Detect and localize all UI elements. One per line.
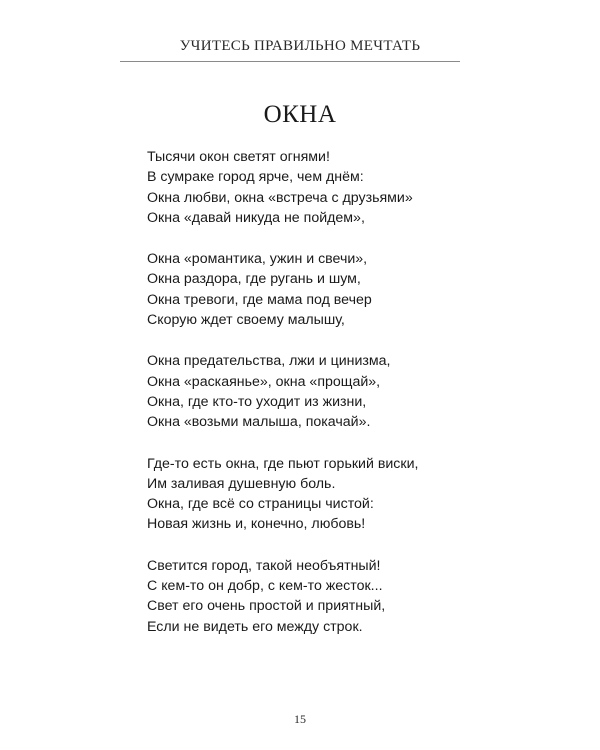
poem-line: Окна «давай никуда не пойдем»,	[147, 209, 365, 226]
poem-line: Окна, где кто-то уходит из жизни,	[147, 393, 367, 410]
poem-line: Скорую ждет своему малышу,	[147, 312, 345, 329]
poem-body	[147, 147, 467, 658]
header-rule	[120, 61, 460, 62]
running-head: УЧИТЕСЬ ПРАВИЛЬНО МЕЧТАТЬ	[179, 38, 421, 54]
poem-title: ОКНА	[263, 101, 337, 128]
poem-line: В сумраке город ярче, чем днём:	[147, 169, 364, 186]
poem-line: Окна, где всё со страницы чистой:	[147, 496, 374, 513]
poem-line: Окна «романтика, ужин и свечи»,	[147, 251, 368, 268]
poem-line: Где-то есть окна, где пьют горький виски,	[147, 455, 419, 472]
stanza-1	[147, 147, 467, 228]
stanza-4	[147, 454, 467, 535]
stanza-2	[147, 249, 467, 330]
poem-line: Если не видеть его между строк.	[147, 618, 363, 635]
poem-line: Окна «возьми малыша, покачай».	[147, 414, 371, 431]
poem-line: Окна «раскаянье», окна «прощай»,	[147, 373, 381, 390]
poem-line: Им заливая душевную боль.	[147, 475, 336, 492]
poem-line: С кем-то он добр, с кем-то жесток...	[147, 578, 383, 595]
poem-line: Окна тревоги, где мама под вечер	[147, 291, 372, 308]
stanza-5	[147, 556, 467, 637]
poem-line: Окна предательства, лжи и цинизма,	[147, 353, 391, 370]
poem-line: Окна раздора, где ругань и шум,	[147, 271, 361, 288]
stanza-3	[147, 351, 467, 432]
poem-line: Окна любви, окна «встреча с друзьями»	[147, 189, 413, 206]
poem-line: Свет его очень простой и приятный,	[147, 598, 386, 615]
poem-line: Новая жизнь и, конечно, любовь!	[147, 516, 366, 533]
poem-line: Светится город, такой необъятный!	[147, 557, 381, 574]
page-number: 15	[294, 712, 306, 726]
poem-line: Тысячи окон светят огнями!	[147, 149, 330, 165]
